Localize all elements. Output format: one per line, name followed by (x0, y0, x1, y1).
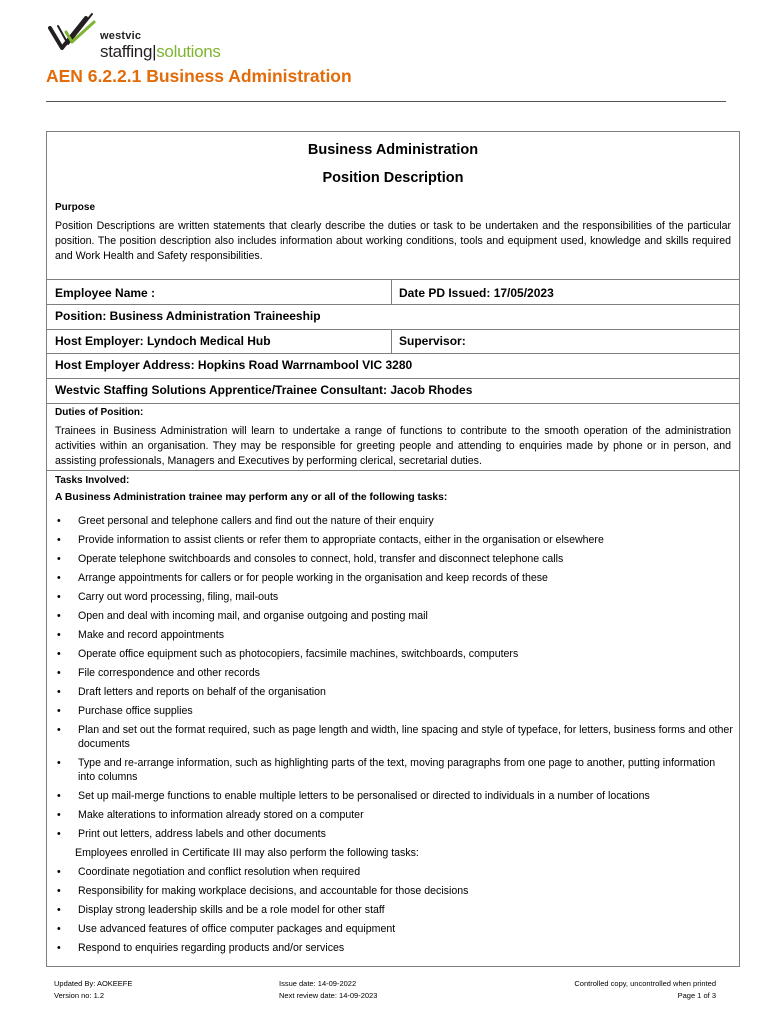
host-address-field: Host Employer Address: Hopkins Road Warrnambool VIC 3280 (55, 358, 413, 372)
divider (47, 378, 739, 379)
tasks-intro: A Business Administration trainee may perform any or all of the following tasks: (55, 492, 448, 503)
task-item: • Provide information to assist clients or refer them to appropriate contacts, either in the organisation or elsewhere (57, 534, 604, 546)
cert-iii-task-item: • Coordinate negotiation and conflict resolution when required (57, 866, 361, 878)
divider (47, 403, 739, 404)
task-item: • Type and re-arrange information, such as highlighting parts of the text, moving paragraphs from one page to another, putting information into columns (57, 757, 716, 783)
bullet-icon: • (57, 629, 61, 641)
position-description-table (46, 131, 740, 967)
heading-line-2: Position Description (322, 170, 464, 186)
bullet-icon: • (57, 553, 61, 565)
header-rule (46, 101, 726, 102)
bullet-icon: • (57, 923, 61, 935)
divider (47, 279, 739, 280)
cert-iii-intro: Employees enrolled in Certificate III may also perform the following tasks: (75, 847, 419, 859)
purpose-label: Purpose (55, 202, 96, 213)
task-item: • Arrange appointments for callers or for people working in the organisation and keep records of these (57, 572, 548, 584)
bullet-icon: • (57, 534, 61, 546)
purpose-text: Position Descriptions are written statements that clearly describe the duties or task to be undertaken and the responsibilities of the particular position. The position description also includes information about working conditions, tools and equipment used, knowledge and skills required and Work Health and Safety responsibilities. (55, 220, 731, 262)
divider (47, 304, 739, 305)
divider (47, 470, 739, 471)
host-employer-field: Host Employer: Lyndoch Medical Hub (55, 334, 271, 348)
footer-version: Version no: 1.2 (54, 991, 105, 1000)
bullet-icon: • (57, 757, 61, 769)
document-code-title: AEN 6.2.2.1 Business Administration (46, 66, 352, 86)
bullet-icon: • (57, 790, 61, 802)
duties-label: Duties of Position: (55, 407, 144, 418)
bullet-icon: • (57, 705, 61, 717)
bullet-icon: • (57, 686, 61, 698)
footer-issue-date: Issue date: 14-09-2022 (279, 979, 357, 988)
company-logo (48, 12, 228, 64)
position-field: Position: Business Administration Traineeship (55, 309, 321, 323)
task-item: • Print out letters, address labels and other documents (57, 828, 326, 840)
column-divider (391, 329, 392, 353)
cert-iii-task-item: • Respond to enquiries regarding products and/or services (57, 942, 345, 954)
consultant-field: Westvic Staffing Solutions Apprentice/Trainee Consultant: Jacob Rhodes (55, 383, 473, 397)
task-item: • Greet personal and telephone callers and find out the nature of their enquiry (57, 515, 434, 527)
task-item: • Operate telephone switchboards and consoles to connect, hold, transfer and disconnect telephone calls (57, 553, 564, 565)
task-item: • Make and record appointments (57, 629, 225, 641)
footer-center (279, 978, 377, 1002)
footer-controlled-copy: Controlled copy, uncontrolled when printed (574, 979, 716, 988)
logo-solutions-text: solutions (156, 42, 221, 61)
bullet-icon: • (57, 515, 61, 527)
bullet-icon: • (57, 724, 61, 736)
task-item: • Operate office equipment such as photocopiers, facsimile machines, switchboards, computers (57, 648, 519, 660)
footer-left (54, 978, 132, 1002)
task-item: • Set up mail-merge functions to enable multiple letters to be personalised or directed to individuals in a number of locations (57, 790, 650, 802)
bullet-icon: • (57, 828, 61, 840)
task-item: • Plan and set out the format required, such as page length and width, line spacing and style of typeface, for letters, business forms and other documents (57, 724, 733, 750)
column-divider (391, 279, 392, 304)
logo-wordmark (100, 42, 221, 62)
tasks-list (55, 514, 735, 960)
footer-next-review: Next review date: 14-09-2023 (279, 991, 378, 1000)
bullet-icon: • (57, 591, 61, 603)
bullet-icon: • (57, 904, 61, 916)
checkmark-logo-icon (48, 12, 100, 56)
divider (47, 329, 739, 330)
task-item: • Make alterations to information already stored on a computer (57, 809, 364, 821)
heading-line-1: Business Administration (307, 142, 479, 158)
bullet-icon: • (57, 866, 61, 878)
supervisor-field: Supervisor: (399, 334, 466, 348)
logo-separator: | (152, 42, 157, 61)
logo-staffing-text: staffing (100, 42, 153, 61)
bullet-icon: • (57, 572, 61, 584)
task-item: • Carry out word processing, filing, mail-outs (57, 591, 279, 603)
footer-right (515, 978, 716, 1002)
date-issued-field: Date PD Issued: 17/05/2023 (399, 286, 554, 300)
tasks-label: Tasks Involved: (55, 475, 130, 486)
bullet-icon: • (57, 610, 61, 622)
task-item: • Open and deal with incoming mail, and organise outgoing and posting mail (57, 610, 428, 622)
bullet-icon: • (57, 809, 61, 821)
footer-page-number: Page 1 of 3 (677, 991, 716, 1000)
duties-text: Trainees in Business Administration will learn to undertake a range of functions to contribute to the smooth operation of the administration activities within an organisation. They may be responsible for greeting people and attending to enquiries made by phone or in person, and assisting professionals, Managers and Executives by performing clerical, secretarial duties. (55, 425, 731, 467)
cert-iii-task-item: • Use advanced features of office computer packages and equipment (57, 923, 396, 935)
task-item: • File correspondence and other records (57, 667, 260, 679)
task-item: • Purchase office supplies (57, 705, 193, 717)
cert-iii-task-item: • Responsibility for making workplace decisions, and accountable for those decisions (57, 885, 469, 897)
bullet-icon: • (57, 648, 61, 660)
footer-updated-by: Updated By: AOKEEFE (54, 979, 133, 988)
bullet-icon: • (57, 885, 61, 897)
employee-name-field: Employee Name : (55, 286, 156, 300)
bullet-icon: • (57, 942, 61, 954)
logo-westvic-text: westvic (100, 30, 142, 42)
divider (47, 353, 739, 354)
cert-iii-task-item: • Display strong leadership skills and be a role model for other staff (57, 904, 385, 916)
bullet-icon: • (57, 667, 61, 679)
task-item: • Draft letters and reports on behalf of the organisation (57, 686, 326, 698)
